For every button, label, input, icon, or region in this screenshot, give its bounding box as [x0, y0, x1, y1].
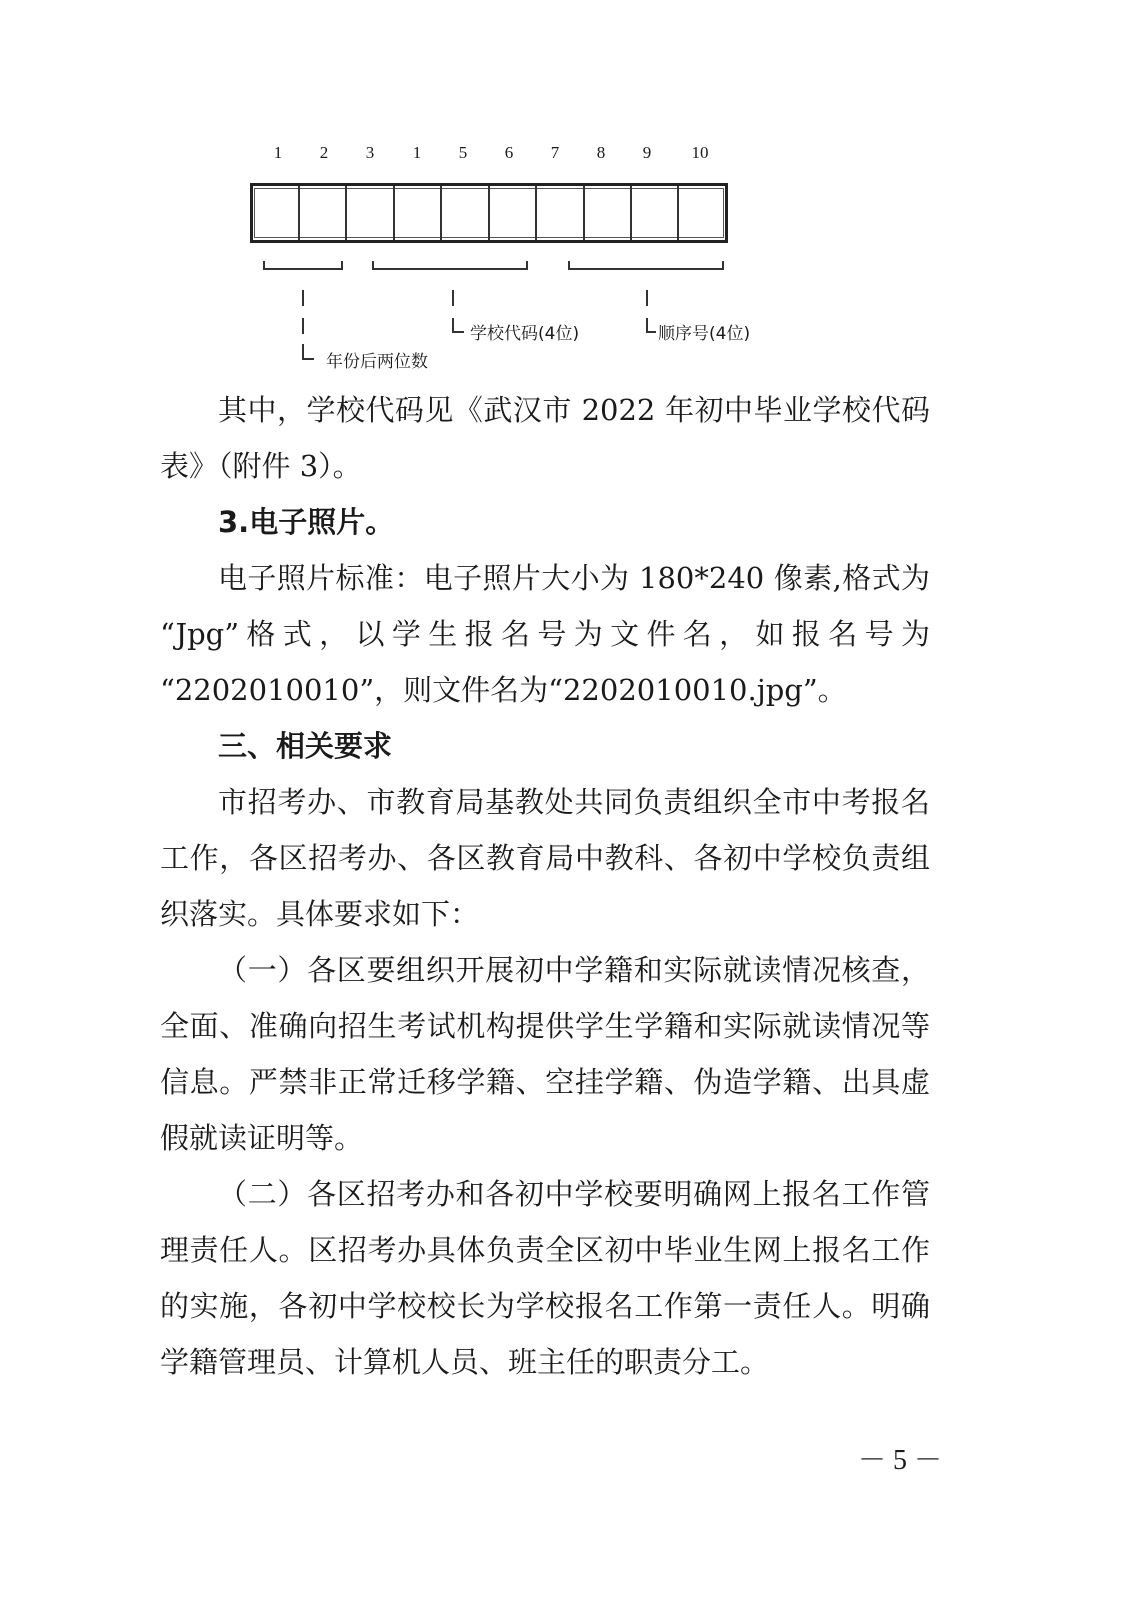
section-heading: 三、相关要求: [218, 729, 393, 763]
connector-dash: [646, 290, 648, 306]
paragraph-line: （一）各区要组织开展初中学籍和实际就读情况核查，: [218, 953, 930, 987]
paragraph-line: 的实施，各初中学校校长为学校报名工作第一责任人。明确: [160, 1289, 930, 1323]
paragraph-line: 理责任人。区招考办具体负责全区初中毕业生网上报名工作: [160, 1233, 930, 1267]
connector-foot: [646, 331, 656, 333]
digit-label: 10: [691, 143, 709, 162]
connector-dash: [302, 344, 304, 359]
label-sequence-number: 顺序号(4位): [658, 324, 751, 344]
digit-label: 6: [504, 143, 514, 162]
digit-label: 1: [273, 143, 283, 162]
paragraph-line: 表》（附件 3）。: [160, 449, 362, 483]
registration-number-diagram: [0, 0, 1127, 390]
paragraph-line: 电子照片标准：电子照片大小为 180*240 像素,格式为: [218, 561, 930, 595]
bracket-year: [263, 268, 343, 270]
bracket-sequence: [568, 268, 724, 270]
bracket-tick: [722, 261, 724, 270]
paragraph-line: “2202010010”，则文件名为“2202010010.jpg”。: [160, 673, 847, 707]
paragraph-line: “Jpg”格式，以学生报名号为文件名，如报名号为: [160, 617, 930, 651]
digit-label: 5: [458, 143, 468, 162]
connector-dash: [302, 318, 304, 334]
paragraph-line: 市招考办、市教育局基教处共同负责组织全市中考报名: [218, 785, 930, 819]
paragraph-line: 学籍管理员、计算机人员、班主任的职责分工。: [160, 1345, 770, 1379]
cell-divider: [488, 186, 490, 240]
connector-dash: [646, 318, 648, 332]
cell-divider: [345, 186, 347, 240]
bracket-tick: [568, 261, 570, 270]
paragraph-line: 其中，学校代码见《武汉市 2022 年初中毕业学校代码: [218, 393, 930, 427]
digit-label: 3: [365, 143, 375, 162]
paragraph-line: （二）各区招考办和各初中学校要明确网上报名工作管: [218, 1177, 930, 1211]
paragraph-line: 全面、准确向招生考试机构提供学生学籍和实际就读情况等: [160, 1009, 930, 1043]
cell-divider: [440, 186, 442, 240]
bracket-tick: [372, 261, 374, 270]
connector-foot: [452, 331, 464, 333]
cell-divider: [630, 186, 632, 240]
digit-label: 7: [550, 143, 560, 162]
cell-divider: [583, 186, 585, 240]
digit-label: 8: [596, 143, 606, 162]
connector-dash: [452, 318, 454, 332]
label-school-code: 学校代码(4位): [470, 324, 580, 344]
paragraph-line: 织落实。具体要求如下：: [160, 897, 480, 931]
bracket-tick: [263, 261, 265, 270]
bracket-tick: [341, 261, 343, 270]
cell-divider: [393, 186, 395, 240]
digit-label: 2: [319, 143, 329, 162]
connector-foot: [302, 358, 314, 360]
cell-divider: [535, 186, 537, 240]
label-year-digits: 年份后两位数: [326, 352, 428, 372]
paragraph-line: 假就读证明等。: [160, 1121, 364, 1155]
cell-divider: [677, 186, 679, 240]
cell-divider: [298, 186, 300, 240]
connector-dash: [452, 290, 454, 306]
connector-dash: [302, 290, 304, 306]
paragraph-line: 信息。严禁非正常迁移学籍、空挂学籍、伪造学籍、出具虚: [160, 1065, 930, 1099]
paragraph-line: 工作，各区招考办、各区教育局中教科、各初中学校负责组: [160, 841, 930, 875]
page-number: － 5 －: [858, 1445, 943, 1476]
digit-label: 9: [642, 143, 652, 162]
bracket-school: [372, 268, 528, 270]
digit-label: 1: [412, 143, 422, 162]
bracket-tick: [526, 261, 528, 270]
subheading: 3.电子照片。: [218, 505, 395, 539]
